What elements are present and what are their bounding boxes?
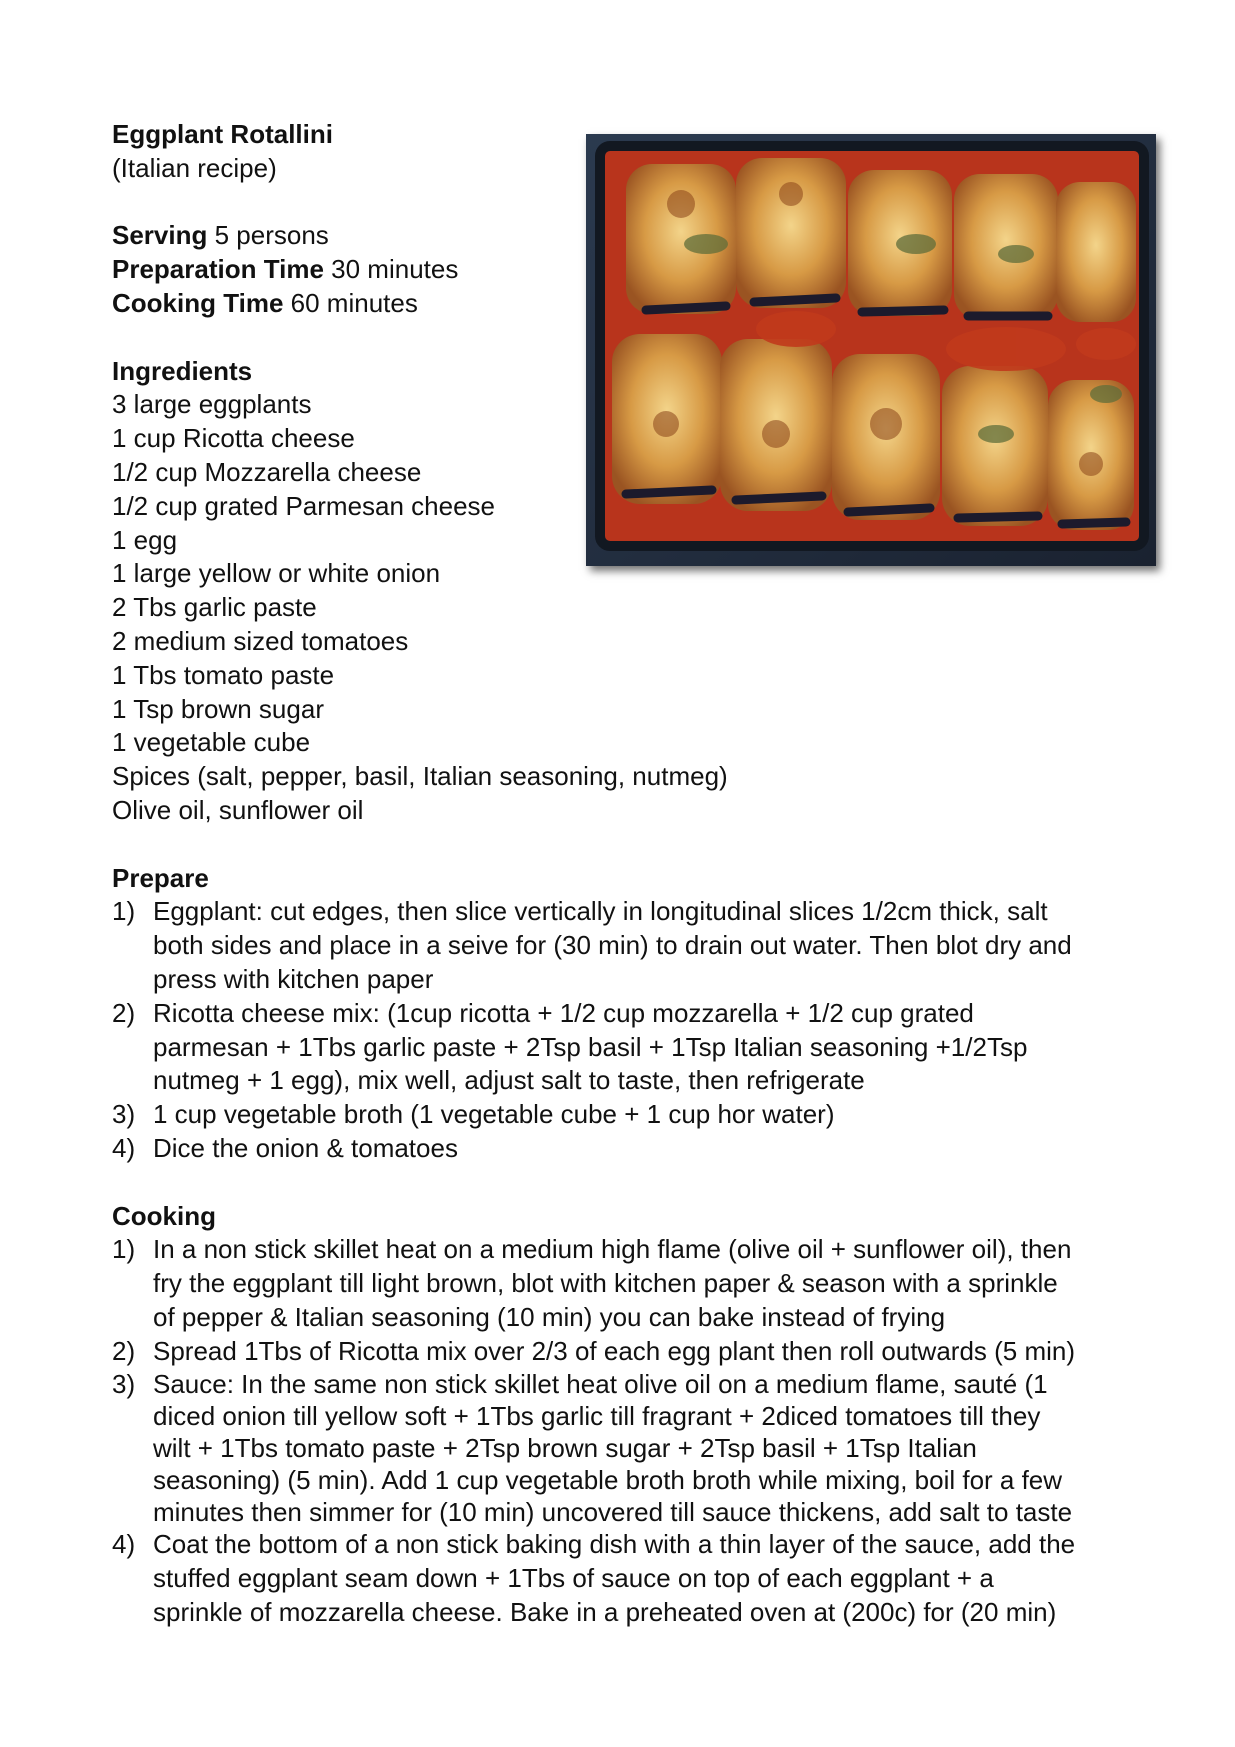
prepare-section (112, 862, 1142, 1166)
step-number: 2) (112, 1335, 136, 1366)
prepare-step (112, 1098, 1142, 1132)
cooking-section (112, 1200, 1142, 1630)
cooking-step (112, 1368, 1142, 1528)
step-number: 2) (112, 997, 136, 1028)
recipe-title: Eggplant Rotallini (112, 119, 333, 149)
prepare-steps (112, 895, 1142, 1165)
ingredients-heading: Ingredients (112, 355, 253, 386)
meta-label: Preparation Time (112, 254, 324, 285)
step-text-line: minutes then simmer for (10 min) uncovered till sauce thickens, add salt to taste (153, 1497, 1073, 1528)
ingredient-item: 1/2 cup grated Parmesan cheese (112, 490, 496, 521)
cooking-step (112, 1233, 1142, 1334)
ingredient-item: 1 Tsp brown sugar (112, 693, 324, 724)
step-text-line: fry the eggplant till light brown, blot with kitchen paper & season with a sprinkle (153, 1268, 1058, 1299)
step-text-line: Eggplant: cut edges, then slice vertically in longitudinal slices 1/2cm thick, salt (153, 896, 1048, 927)
step-text-line: 1 cup vegetable broth (1 vegetable cube + 1 cup hor water) (153, 1099, 835, 1130)
step-number: 4) (112, 1132, 136, 1163)
recipe-photo (586, 134, 1156, 566)
step-text-line: seasoning) (5 min). Add 1 cup vegetable broth broth while mixing, boil for a few (153, 1465, 1063, 1496)
step-number: 1) (112, 1234, 136, 1265)
step-text-line: diced onion till yellow soft + 1Tbs garlic till fragrant + 2diced tomatoes till they (153, 1401, 1041, 1432)
recipe-subtitle: (Italian recipe) (112, 152, 277, 183)
ingredient-item: 1 large yellow or white onion (112, 558, 441, 589)
cooking-step (112, 1528, 1142, 1629)
ingredient-item: 1 egg (112, 524, 178, 555)
ingredient-item: Spices (salt, pepper, basil, Italian seasoning, nutmeg) (112, 761, 728, 792)
prepare-heading: Prepare (112, 862, 209, 893)
cooking-steps (112, 1233, 1142, 1630)
cooking-step (112, 1335, 1142, 1369)
ingredient-item: 2 Tbs garlic paste (112, 592, 317, 623)
step-text-line: Sauce: In the same non stick skillet heat olive oil on a medium flame, sauté (1 (153, 1369, 1048, 1400)
step-text-line: both sides and place in a seive for (30 min) to drain out water. Then blot dry and (153, 930, 1072, 961)
step-text-line: Dice the onion & tomatoes (153, 1132, 458, 1163)
ingredient-item: 1 vegetable cube (112, 727, 311, 758)
step-text-line: parmesan + 1Tbs garlic paste + 2Tsp basil + 1Tsp Italian seasoning +1/2Tsp (153, 1031, 1028, 1062)
step-text-line: nutmeg + 1 egg), mix well, adjust salt to taste, then refrigerate (153, 1065, 865, 1096)
cooking-heading: Cooking (112, 1200, 216, 1231)
step-number: 3) (112, 1099, 136, 1130)
step-number: 1) (112, 896, 136, 927)
ingredient-item: 3 large eggplants (112, 389, 312, 420)
baked-eggplant-rolls-image (586, 134, 1156, 566)
step-text-line: stuffed eggplant seam down + 1Tbs of sauce on top of each eggplant + a (153, 1563, 994, 1594)
meta-value: 60 minutes (283, 287, 418, 318)
step-number: 4) (112, 1529, 136, 1560)
step-text-line: Spread 1Tbs of Ricotta mix over 2/3 of each egg plant then roll outwards (5 min) (153, 1335, 1076, 1366)
step-number: 3) (112, 1369, 136, 1400)
meta-label: Cooking Time (112, 287, 284, 318)
ingredient-item: 2 medium sized tomatoes (112, 625, 409, 656)
step-text-line: Coat the bottom of a non stick baking dish with a thin layer of the sauce, add the (153, 1529, 1076, 1560)
prepare-step (112, 895, 1142, 996)
prepare-step (112, 997, 1142, 1098)
ingredient-item: 1 Tbs tomato paste (112, 659, 335, 690)
ingredient-item: 1/2 cup Mozzarella cheese (112, 456, 422, 487)
step-text-line: wilt + 1Tbs tomato paste + 2Tsp brown sugar + 2Tsp basil + 1Tsp Italian (153, 1433, 977, 1464)
prepare-step (112, 1132, 1142, 1166)
meta-label: Serving (112, 220, 208, 251)
meta-value: 30 minutes (323, 254, 459, 285)
step-text-line: sprinkle of mozzarella cheese. Bake in a preheated oven at (200c) for (20 min) (153, 1597, 1057, 1628)
step-text-line: of pepper & Italian seasoning (10 min) you can bake instead of frying (153, 1301, 946, 1332)
meta-value: 5 persons (207, 220, 329, 251)
step-text-line: Ricotta cheese mix: (1cup ricotta + 1/2 cup mozzarella + 1/2 cup grated (153, 997, 974, 1028)
ingredient-item: Olive oil, sunflower oil (112, 794, 364, 825)
ingredient-item: 1 cup Ricotta cheese (112, 423, 355, 454)
step-text-line: press with kitchen paper (153, 963, 434, 994)
step-text-line: In a non stick skillet heat on a medium high flame (olive oil + sunflower oil), then (153, 1234, 1072, 1265)
